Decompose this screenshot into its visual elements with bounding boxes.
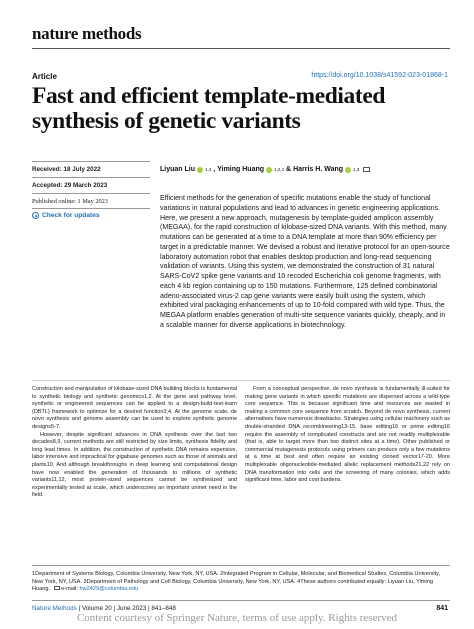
article-type: Article	[32, 72, 57, 81]
orcid-icon[interactable]	[197, 167, 203, 173]
received-date: Received: 18 July 2022	[32, 166, 101, 173]
check-updates-label: Check for updates	[42, 212, 100, 219]
author-name[interactable]: Yiming Huang	[217, 166, 265, 173]
abstract	[160, 194, 450, 331]
body-paragraph: However, despite significant advances in DNA synthesis over the last two decades8,9, current methods are still restricted by size limits, synthesis fidelity and long lead times. In addition, the construction of synthetic DNA remains expensive, labor intensive and impractical for gigabase genomes such as those of animals and plants10. And although breakthroughs in deep learning and computational design have now enabled the generation of thousands to millions of synthetic variants11,12, most protein-sized sequences cannot be synthesized and experimentally tested at scale, which underscores an important unmet need in the field.	[32, 431, 237, 499]
body-paragraph: Construction and manipulation of kilobase-sized DNA building blocks is fundamental to synthetic biology and synthetic genomics1,2. At the gene and pathway level, synthetic or engineered sequences can be applied to a design-build-test-learn (DBTL) framework to optimize for a desired function3,4. At the genome scale, de novo synthesis and genome assembly can be used to explore synthetic genome designs5-7.	[32, 386, 237, 430]
affiliations	[32, 571, 450, 594]
meta-divider	[32, 177, 150, 178]
mail-icon	[54, 586, 60, 590]
email-link[interactable]: hw2429@columbia.edu	[79, 586, 139, 593]
footer-issue: | Volume 20 | June 2023 | 841–848	[78, 605, 176, 612]
watermark: Content courtesy of Springer Nature, terms of use apply. Rights reserved	[76, 612, 398, 624]
abstract-text: Efficient methods for the generation of specific mutations enable the study of functional variations in natural populations and lead to advances in genetic engineering applications. Here, we present a new approach, mutagenesis by template-guided amplicon assembly (MEGAA), for the rapid construction of kilobase-sized DNA variants. With this method, many mutations can be generated at a time to a DNA template at more than 90% efficiency per target in a predictable manner. We devised a robust and iterative protocol for an open-source laboratory automation robot that enables desktop production and long-read sequencing validation of variants. Using this system, we demonstrated the construction of 31 natural SARS-CoV2 spike gene variants and 10 recoded Escherichia coli genome fragments, with each 4 kb region containing up to 150 mutations. Furthermore, 125 defined combinatorial adeno-associated virus-2 cap gene variants were easily built using the system, which exhibited viral packaging enhancements of up to 10-fold compared with wild type. Thus, the MEGAA platform enables generation of multi-site sequence variants quickly, cheaply, and in a scalable manner for diverse applications in biotechnology.	[160, 195, 450, 329]
affiliations-divider	[32, 565, 450, 566]
published-date: Published online: 1 May 2023	[32, 198, 108, 205]
author-separator: ,	[213, 166, 216, 173]
email-label: e-mail:	[61, 586, 78, 593]
header-rule	[32, 48, 450, 49]
footer-citation	[32, 605, 176, 612]
author-affiliation: 1,4	[205, 167, 212, 172]
doi-link[interactable]: https://doi.org/10.1038/s41592-023-01868-1	[311, 72, 448, 79]
author-list	[160, 166, 370, 173]
body-column-right	[245, 386, 450, 485]
orcid-icon[interactable]	[266, 167, 272, 173]
meta-divider	[32, 208, 150, 209]
article-title: Fast and efficient template-mediated synthesis of genetic variants	[32, 83, 386, 134]
affiliations-text: 1Department of Systems Biology, Columbia University, New York, NY, USA. 2Integrated Program in Cellular, Molecular, and Biomedical Studies, Columbia University, New York, NY, USA. 3Department of Pathology and Cell Biology, Columbia University, New York, NY, USA. 4These authors contributed equally: Liyuan Liu, Yiming Huang.	[32, 571, 441, 593]
meta-divider	[32, 161, 150, 162]
section-divider	[32, 380, 450, 381]
author-name[interactable]: Harris H. Wang	[293, 166, 344, 173]
author-name[interactable]: Liyuan Liu	[160, 166, 195, 173]
author-affiliation: 1,3	[353, 167, 360, 172]
orcid-icon[interactable]	[345, 167, 351, 173]
body-paragraph: From a conceptual perspective, de novo synthesis is fundamentally ill-suited for making gene variants in which specific mutations are dispersed across a wild-type core sequence. This is because significant time and resources are wasted in making a common core sequence from scratch. Beyond de novo synthesis, current alternatives have numerous drawbacks. Strategies using cellular machinery such as double-stranded DNA recombineering13-15, base editing16 or prime editing16 require the assembly of complicated constructs and are not readily multiplexable (that is, able to target more than two distinct sites at a time). Other published or commercial mutagenesis protocols using primers can produce only a few mutations at a time at best and often require an existing cloned vector17-20. More multiplexable oligonucleotide-mediated allelic replacement methods21,22 rely on DNA transformation into cells and the screening of many colonies, which adds significant time, labor and cost burdens.	[245, 386, 450, 484]
meta-divider	[32, 193, 150, 194]
accepted-date: Accepted: 29 March 2023	[32, 182, 108, 189]
author-separator: &	[286, 166, 292, 173]
journal-name[interactable]: nature methods	[32, 24, 142, 43]
check-updates-icon	[32, 212, 39, 219]
check-for-updates-button[interactable]	[32, 212, 100, 219]
page-number: 841	[436, 605, 448, 612]
body-column-left	[32, 386, 237, 500]
footer-journal[interactable]: Nature Methods	[32, 605, 77, 612]
author-affiliation: 1,2,4	[274, 167, 285, 172]
mail-icon[interactable]	[363, 167, 370, 172]
footer-divider	[32, 600, 450, 601]
